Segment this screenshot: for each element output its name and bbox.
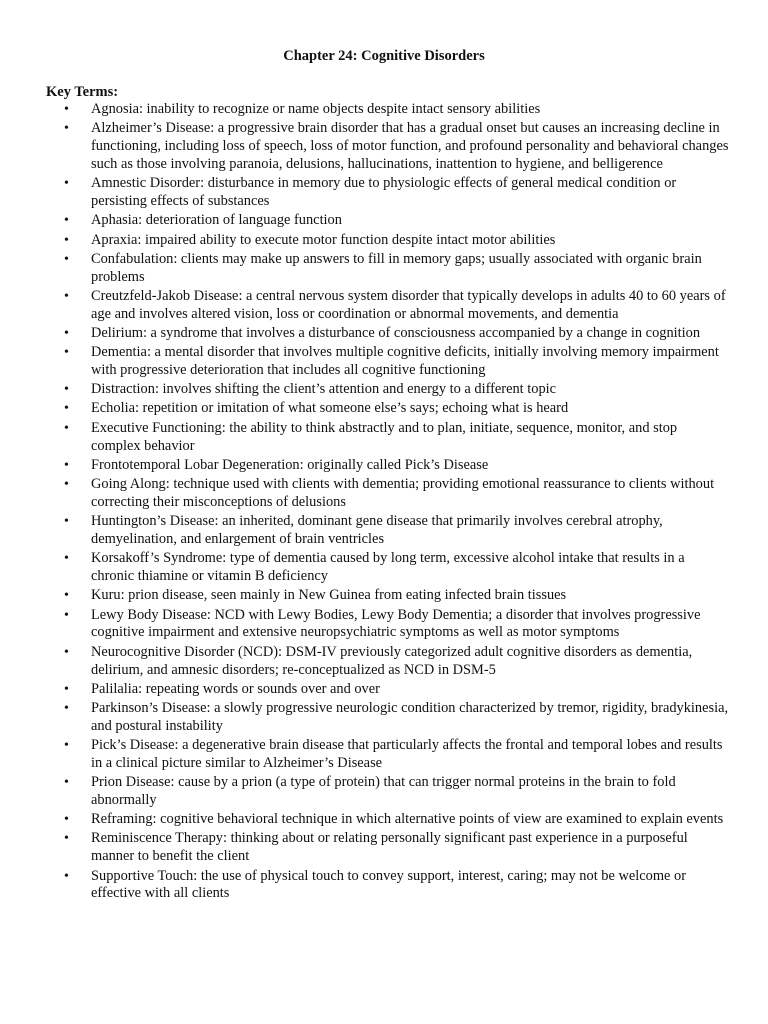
list-item [0,120,768,174]
list-item [0,344,768,380]
list-item [0,400,768,418]
bullet-icon: • [64,457,69,473]
list-item [0,550,768,586]
term-text: Distraction: involves shifting the client’s attention and energy to a different topic [91,381,557,398]
term-text: Agnosia: inability to recognize or name objects despite intact sensory abilities [91,101,541,117]
term-text: Confabulation: clients may make up answers to fill in memory gaps; usually associated with organic brain problems [91,250,702,285]
term-text: Delirium: a syndrome that involves a disturbance of consciousness accompanied by a change in cognition [91,324,701,341]
bullet-icon: • [64,812,69,828]
term-text: Frontotemporal Lobar Degeneration: originally called Pick’s Disease [91,456,489,473]
bullet-icon: • [64,251,69,267]
bullet-icon: • [64,644,69,660]
bullet-icon: • [64,102,69,117]
page-title: Chapter 24: Cognitive Disorders [283,48,485,64]
bullet-icon: • [64,775,69,791]
list-item [0,644,768,680]
list-item [0,175,768,211]
bullet-icon: • [64,476,69,492]
list-item [0,232,768,250]
term-text: Korsakoff’s Syndrome: type of dementia caused by long term, excessive alcohol intake that results in a chronic thiamine or vitamin B deficiency [91,550,685,585]
term-text: Neurocognitive Disorder (NCD): DSM-IV previously categorized adult cognitive disorders as dementia, delirium, and amnesic disorders; re-conceptualized as NCD in DSM-5 [91,643,693,678]
list-item [0,212,768,230]
bullet-icon: • [64,831,69,847]
bullet-icon: • [64,700,69,716]
list-item [0,681,768,699]
bullet-icon: • [64,681,69,697]
bullet-icon: • [64,514,69,530]
bullet-icon: • [64,551,69,567]
term-text: Reminiscence Therapy: thinking about or relating personally significant past experience in a purposeful manner to benefit the client [91,830,688,865]
list-item [0,288,768,324]
term-text: Echolia: repetition or imitation of what someone else’s says; echoing what is heard [91,400,569,417]
term-text: Supportive Touch: the use of physical touch to convey support, interest, caring; may not be welcome or effective with all clients [91,867,686,902]
list-item [0,325,768,343]
list-item [0,737,768,773]
bullet-icon: • [64,868,69,884]
bullet-icon: • [64,232,69,248]
bullet-icon: • [64,588,69,604]
term-text: Executive Functioning: the ability to think abstractly and to plan, initiate, sequence, monitor, and stop complex behavior [91,419,678,454]
term-text: Going Along: technique used with clients with dementia; providing emotional reassurance to clients without correcting their misconceptions of delusions [91,475,715,510]
term-text: Huntington’s Disease: an inherited, dominant gene disease that primarily involves cerebral atrophy, demyelination, and enlargement of brain ventricles [91,513,663,547]
term-text: Kuru: prion disease, seen mainly in New Guinea from eating infected brain tissues [91,587,567,604]
term-text: Dementia: a mental disorder that involves multiple cognitive deficits, initially involving memory impairment with progressive deterioration that includes all cognitive functioning [91,344,719,379]
bullet-icon: • [64,121,69,137]
term-text: Pick’s Disease: a degenerative brain disease that particularly affects the frontal and temporal lobes and results in a clinical picture similar to Alzheimer’s Disease [91,737,723,771]
term-text: Aphasia: deterioration of language function [91,212,342,229]
bullet-icon: • [64,288,69,304]
term-text: Creutzfeld-Jakob Disease: a central nervous system disorder that typically develops in adults 40 to 60 years of age and involves altered vision, loss or coordination or abnormal movements, and dementia [91,287,726,322]
term-text: Prion Disease: cause by a prion (a type of protein) that can trigger normal proteins in the brain to fold abnormally [91,774,676,809]
list-item [0,101,768,119]
list-item [0,607,768,643]
term-text: Amnestic Disorder: disturbance in memory due to physiologic effects of general medical condition or persisting effects of substances [91,175,677,210]
bullet-icon: • [64,607,69,623]
section-heading-key-terms: Key Terms: [46,84,119,100]
bullet-icon: • [64,176,69,192]
key-terms-list [0,101,768,905]
term-text: Reframing: cognitive behavioral technique in which alternative points of view are examined to explain events [91,811,724,828]
bullet-icon: • [64,401,69,417]
bullet-icon: • [64,325,69,341]
list-item [0,420,768,456]
term-text: Palilalia: repeating words or sounds over and over [91,680,380,697]
bullet-icon: • [64,213,69,229]
list-item [0,251,768,287]
term-text: Lewy Body Disease: NCD with Lewy Bodies, Lewy Body Dementia; a disorder that involves progressive cognitive impairment and extensive neuropsychiatric symptoms as well as motor symptoms [91,606,701,641]
list-item [0,830,768,866]
list-item [0,868,768,904]
list-item [0,457,768,475]
list-item [0,587,768,605]
bullet-icon: • [64,420,69,436]
list-item [0,381,768,399]
list-item [0,476,768,512]
list-item [0,513,768,549]
bullet-icon: • [64,382,69,398]
term-text: Apraxia: impaired ability to execute motor function despite intact motor abilities [91,231,556,248]
term-text: Alzheimer’s Disease: a progressive brain disorder that has a gradual onset but causes an increasing decline in functioning, including loss of speech, loss of motor function, and profound personality and behavioral changes such as those involving paranoia, delusions, hallucinations, inattention to hygiene, and belligerence [91,120,729,173]
list-item [0,700,768,736]
bullet-icon: • [64,738,69,754]
list-item [0,774,768,810]
list-item [0,811,768,829]
term-text: Parkinson’s Disease: a slowly progressive neurologic condition characterized by tremor, rigidity, bradykinesia, and postural instability [91,699,729,734]
bullet-icon: • [64,345,69,361]
